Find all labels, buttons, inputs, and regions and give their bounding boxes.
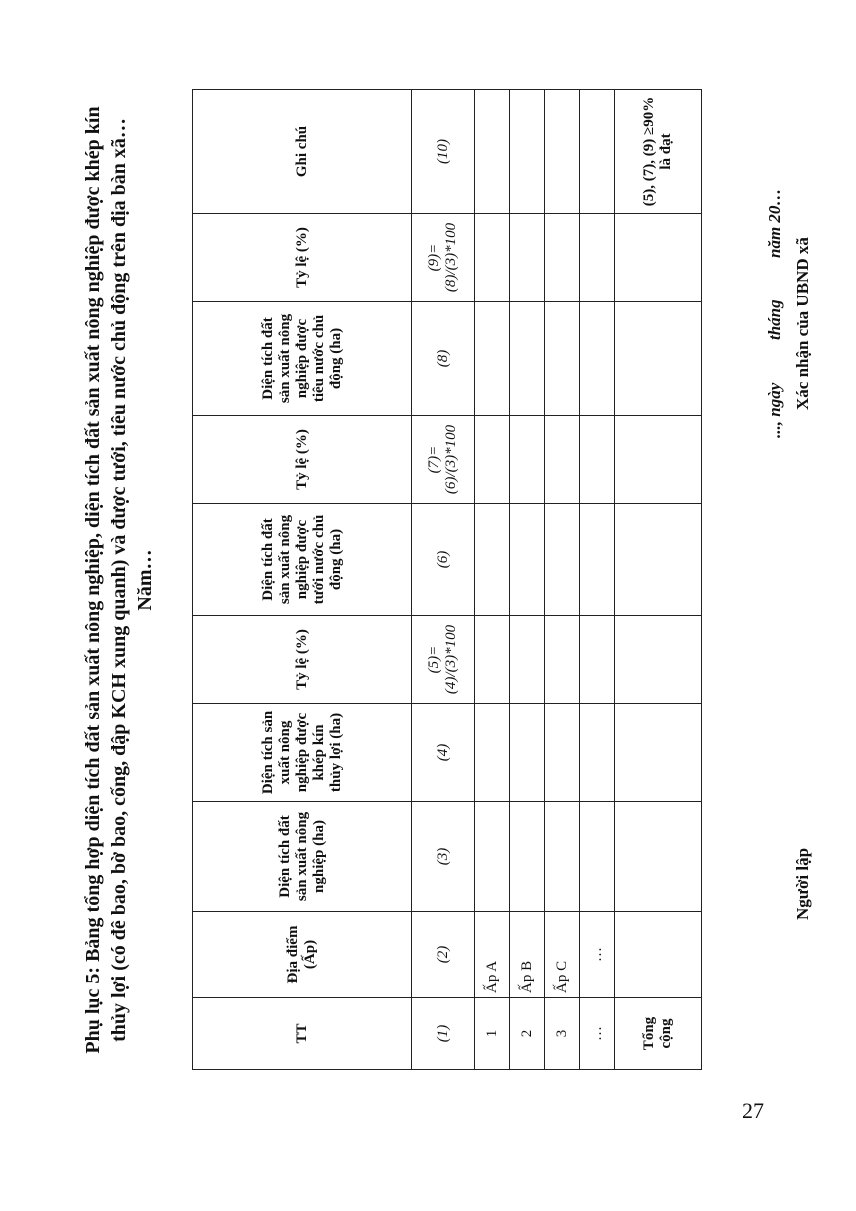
header-cell: Diện tích đất sản xuất nông nghiệp (ha) [193,802,412,912]
header-cell: Tỷ lệ (%) [193,416,412,504]
header-cell: Diện tích đất sản xuất nông nghiệp được tưới nước chủ động (ha) [193,504,412,616]
header-cell: Diện tích sản xuất nông nghiệp được khép kín thủy lợi (ha) [193,704,412,802]
header-cell: TT [193,998,412,1070]
row-number: 2 [510,998,545,1070]
header-cell: Địa điểm (Ấp) [193,912,412,998]
rotated-page-content [80,90,812,1070]
total-note: (5), (7), (9) ≥90% là đạt [615,90,702,214]
preparer-label: Người lập [793,847,812,920]
row-place: Ấp B [510,912,545,998]
summary-table [192,89,702,1070]
index-cell: (4) [412,704,475,802]
table-row [510,90,545,1070]
column-index-row [412,90,475,1070]
table-row [580,90,615,1070]
total-label: Tổng cộng [615,998,702,1070]
date-day: ..., ngày [765,382,784,438]
index-cell: (9)=(8)/(3)*100 [412,214,475,302]
table-header-row [193,90,412,1070]
date-month: tháng [765,299,784,340]
row-number: 3 [545,998,580,1070]
header-cell: Tỷ lệ (%) [193,214,412,302]
index-cell: (1) [412,998,475,1070]
row-place: … [580,912,615,998]
document-title: Phụ lục 5: Bảng tổng hợp diện tích đất sản xuất nông nghiệp, diện tích đất sản xuất nông nghiệp được khép kín thủy lợi (có đê bao, bờ bao, cống, đập KCH xung quanh) và được tưới, tiêu nước chủ động trên địa bàn xã… Năm… [82,106,156,1054]
index-cell: (10) [412,90,475,214]
table-row [545,90,580,1070]
index-cell: (6) [412,504,475,616]
index-cell: (7)=(6)/(3)*100 [412,416,475,504]
index-cell: (3) [412,802,475,912]
page-number: 27 [742,1098,764,1123]
row-number: … [580,998,615,1070]
index-cell: (2) [412,912,475,998]
header-cell: Diện tích đất sản xuất nông nghiệp được tiêu nước chủ động (ha) [193,302,412,416]
header-cell: Ghi chú [193,90,412,214]
total-row [615,90,702,1070]
row-number: 1 [475,998,510,1070]
confirm-label: Xác nhận của UBND xã [793,237,812,410]
header-cell: Tỷ lệ (%) [193,616,412,704]
table-row [475,90,510,1070]
index-cell: (5)=(4)/(3)*100 [412,616,475,704]
date-year: năm 20… [765,188,784,258]
index-cell: (8) [412,302,475,416]
row-place: Ấp C [545,912,580,998]
row-place: Ấp A [475,912,510,998]
